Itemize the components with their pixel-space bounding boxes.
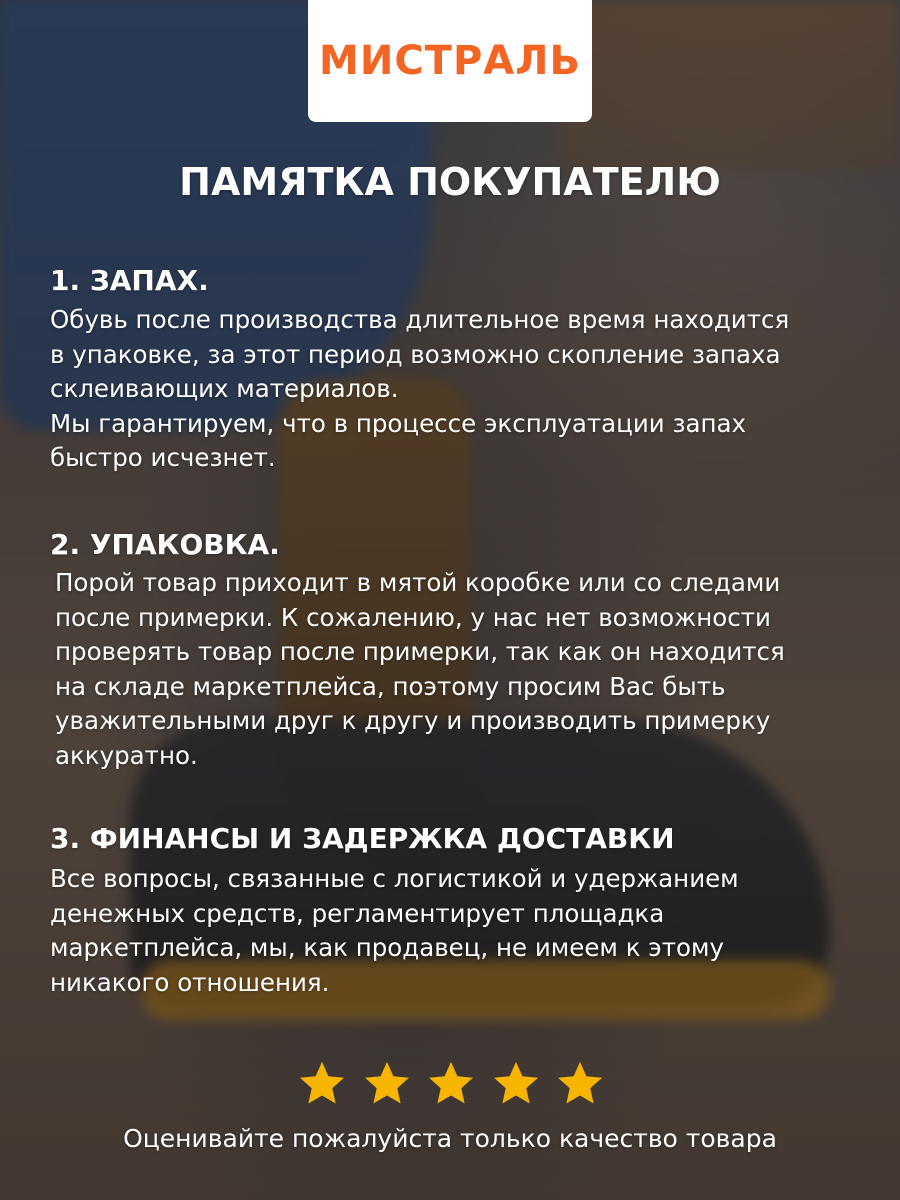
star-icon [361,1058,413,1110]
section-title-packaging: 2. УПАКОВКА. [50,528,280,561]
section-body-packaging: Порой товар приходит в мятой коробке или со следами после примерки. К сожалению, у нас нет возможности проверять товар после примерки, так как он находится на складе маркетплейса, поэтому просим Вас быть уважительными друг к другу и производить примерку аккуратно. [55,568,785,770]
section-title-finance-delivery: 3. ФИНАНСЫ И ЗАДЕРЖКА ДОСТАВКИ [50,822,675,855]
section-title-smell: 1. ЗАПАХ. [50,264,209,297]
section-body-smell: Обувь после производства длительное время находится в упаковке, за этот период возможно скопление запаха склеивающих материалов. Мы гарантируем, что в процессе эксплуатации запах быстро исчезнет. [50,305,790,472]
star-icon [296,1058,348,1110]
section-body-finance-delivery: Все вопросы, связанные с логистикой и удержанием денежных средств, регламентирует площадка маркетплейса, мы, как продавец, не имеем к этому никакого отношения. [50,864,739,997]
star-icon [554,1058,606,1110]
brand-logo-text: МИСТРАЛЬ [319,38,581,84]
rating-note: Оценивайте пожалуйста только качество товара [123,1124,777,1153]
brand-logo [308,0,592,122]
star-icon [490,1058,542,1110]
page-title: ПАМЯТКА ПОКУПАТЕЛЮ [179,160,721,204]
star-icon [425,1058,477,1110]
rating-stars [296,1058,606,1114]
